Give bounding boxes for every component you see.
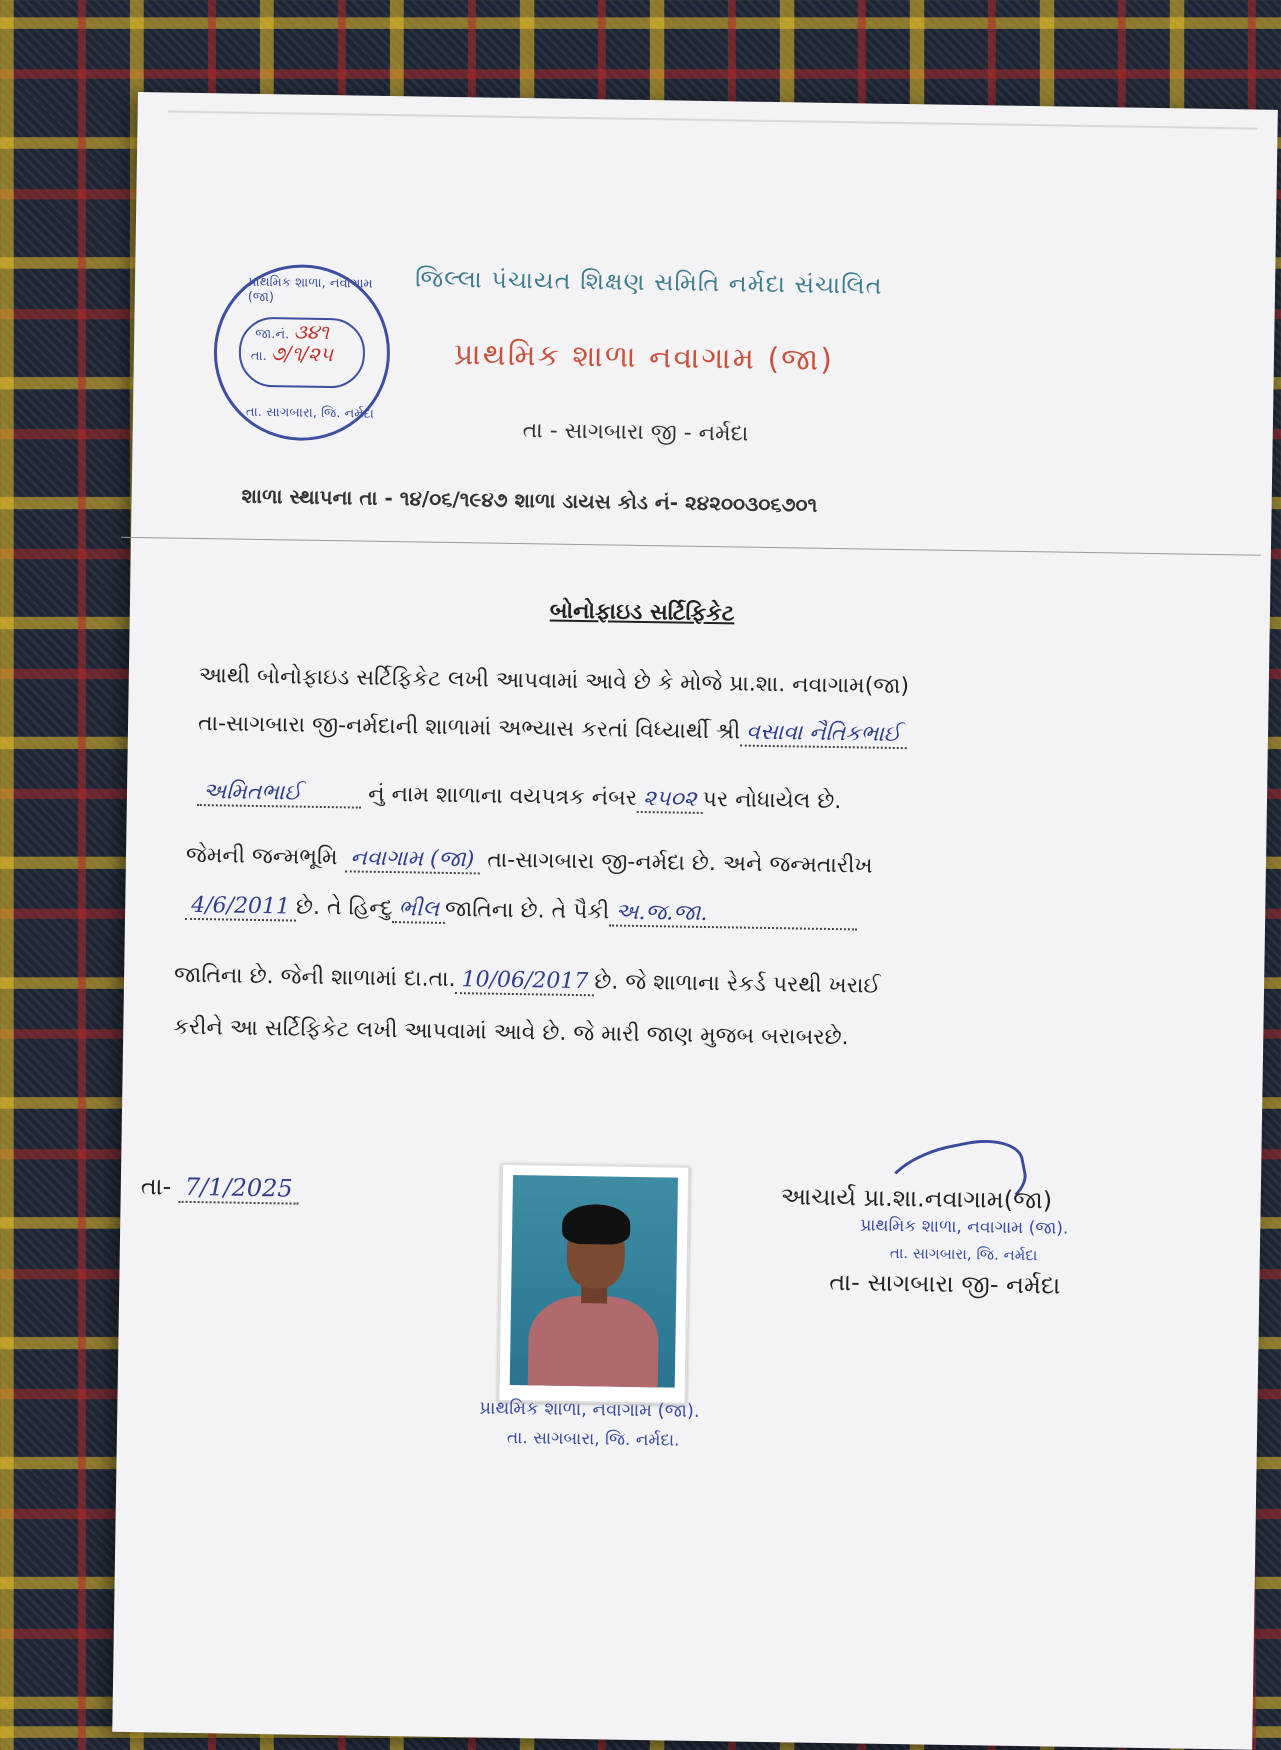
header-divider: [121, 537, 1261, 556]
principal-stamp-line-2: તા. સાગબારા, જિ. નર્મદા: [889, 1243, 1038, 1265]
date-of-birth: 4/6/2011: [185, 893, 296, 922]
issue-date: [141, 1172, 299, 1202]
register-number: ૨૫૦૨: [637, 786, 703, 814]
body-line-4-suffix: તા-સાગબારા જી-નર્મદા છે. અને જન્મતારીખ: [487, 847, 873, 879]
body-line-5: [185, 893, 858, 929]
body-line-5-text-a: છે. તે હિન્દુ: [295, 894, 393, 922]
header-school-name: પ્રાથમિક શાળા નવાગામ (જા): [453, 336, 835, 378]
body-line-4: [186, 843, 873, 879]
photo-stamp-line-1: પ્રાથમિક શાળા, નવાગામ (જા).: [479, 1397, 700, 1422]
stamp-inner-label-2: તા.: [250, 348, 267, 365]
body-line-2: [198, 711, 907, 747]
stamp-inner-value-1: ૩૪૧: [293, 319, 330, 345]
issue-date-value: 7/1/2025: [179, 1173, 299, 1205]
certificate-title: બોનોફાઇડ સર્ટિફિકેટ: [549, 598, 735, 627]
father-name: અમિતભાઈ: [197, 779, 362, 809]
stamp-ring-top: પ્રાથમિક શાળા, નવાગામ (જા): [247, 274, 373, 306]
body-line-7: કરીને આ સર્ટિફિકેટ લખી આપવામાં આવે છે. જે મારી જાણ મુજબ બરાબરછે.: [173, 1014, 849, 1051]
student-name: વસાવા નૈતિકભાઈ: [740, 720, 907, 750]
photo-body: [527, 1295, 659, 1387]
issue-date-label: તા-: [140, 1172, 172, 1201]
body-line-2-text: તા-સાગબારા જી-નર્મદાની શાળામાં અભ્યાસ કરતાં વિધ્યાર્થી શ્રી: [197, 711, 741, 745]
stamp-inner-label-1: જા.નં.: [255, 326, 290, 343]
stamp-ring-bottom: તા. સાગબારા, જિ. નર્મદા: [245, 404, 374, 422]
header-committee: જિલ્લા પંચાયત શિક્ષણ સમિતિ નર્મદા સંચાલિત: [414, 264, 883, 300]
body-line-3-suffix: પર નોધાયેલ છે.: [702, 786, 842, 815]
photo-hair: [562, 1204, 631, 1245]
birthplace: નવાગામ (જા): [344, 845, 480, 874]
category: અ.જ.જા.: [609, 900, 858, 931]
principal-title: આચાર્ય પ્રા.શા.નવાગામ(જા): [780, 1182, 1053, 1215]
body-line-3-text: નું નામ શાળાના વયપત્રક નંબર: [368, 781, 638, 811]
stamp-inner-value-2: ૭/૧/૨૫: [270, 341, 334, 367]
caste: ભીલ: [392, 896, 445, 924]
principal-stamp-line-1: પ્રાથમિક શાળા, નવાગામ (જા).: [860, 1215, 1069, 1239]
body-line-6-text: જાતિના છે. જેની શાળામાં દા.તા.: [173, 962, 456, 993]
stamp-inner-box: [238, 317, 365, 389]
header-location: તા - સાગબારા જી - નર્મદા: [522, 418, 749, 447]
header-establishment-dise: શાળા સ્થાપના તા - ૧૪/૦૬/૧૯૪૭ શાળા ડાયસ કોડ નં- ૨૪૨૦૦૩૦૬૭૦૧: [241, 483, 818, 517]
admission-date: 10/06/2017: [455, 967, 594, 996]
body-line-3: [197, 779, 842, 814]
body-line-6: [174, 963, 881, 999]
photo-stamp-line-2: તા. સાગબારા, જિ. નર્મદા.: [506, 1427, 680, 1451]
body-line-5-text-b: જાતિના છે. તે પૈકી: [444, 896, 610, 925]
body-line-4-text: જેમની જન્મભૂમિ: [185, 842, 338, 871]
student-photo: [497, 1163, 690, 1405]
certificate-paper: [112, 92, 1278, 1750]
body-line-1: આથી બોનોફાઇડ સર્ટિફિકેટ લખી આપવામાં આવે છે કે મોજે પ્રા.શા. નવાગામ(જા): [198, 663, 910, 700]
school-seal-stamp: [213, 263, 392, 442]
body-line-6-suffix: છે. જે શાળાના રેકર્ડ પરથી ખરાઈ: [594, 969, 881, 999]
student-photo-image: [510, 1175, 678, 1388]
principal-location: તા- સાગબારા જી- નર્મદા: [829, 1268, 1061, 1300]
